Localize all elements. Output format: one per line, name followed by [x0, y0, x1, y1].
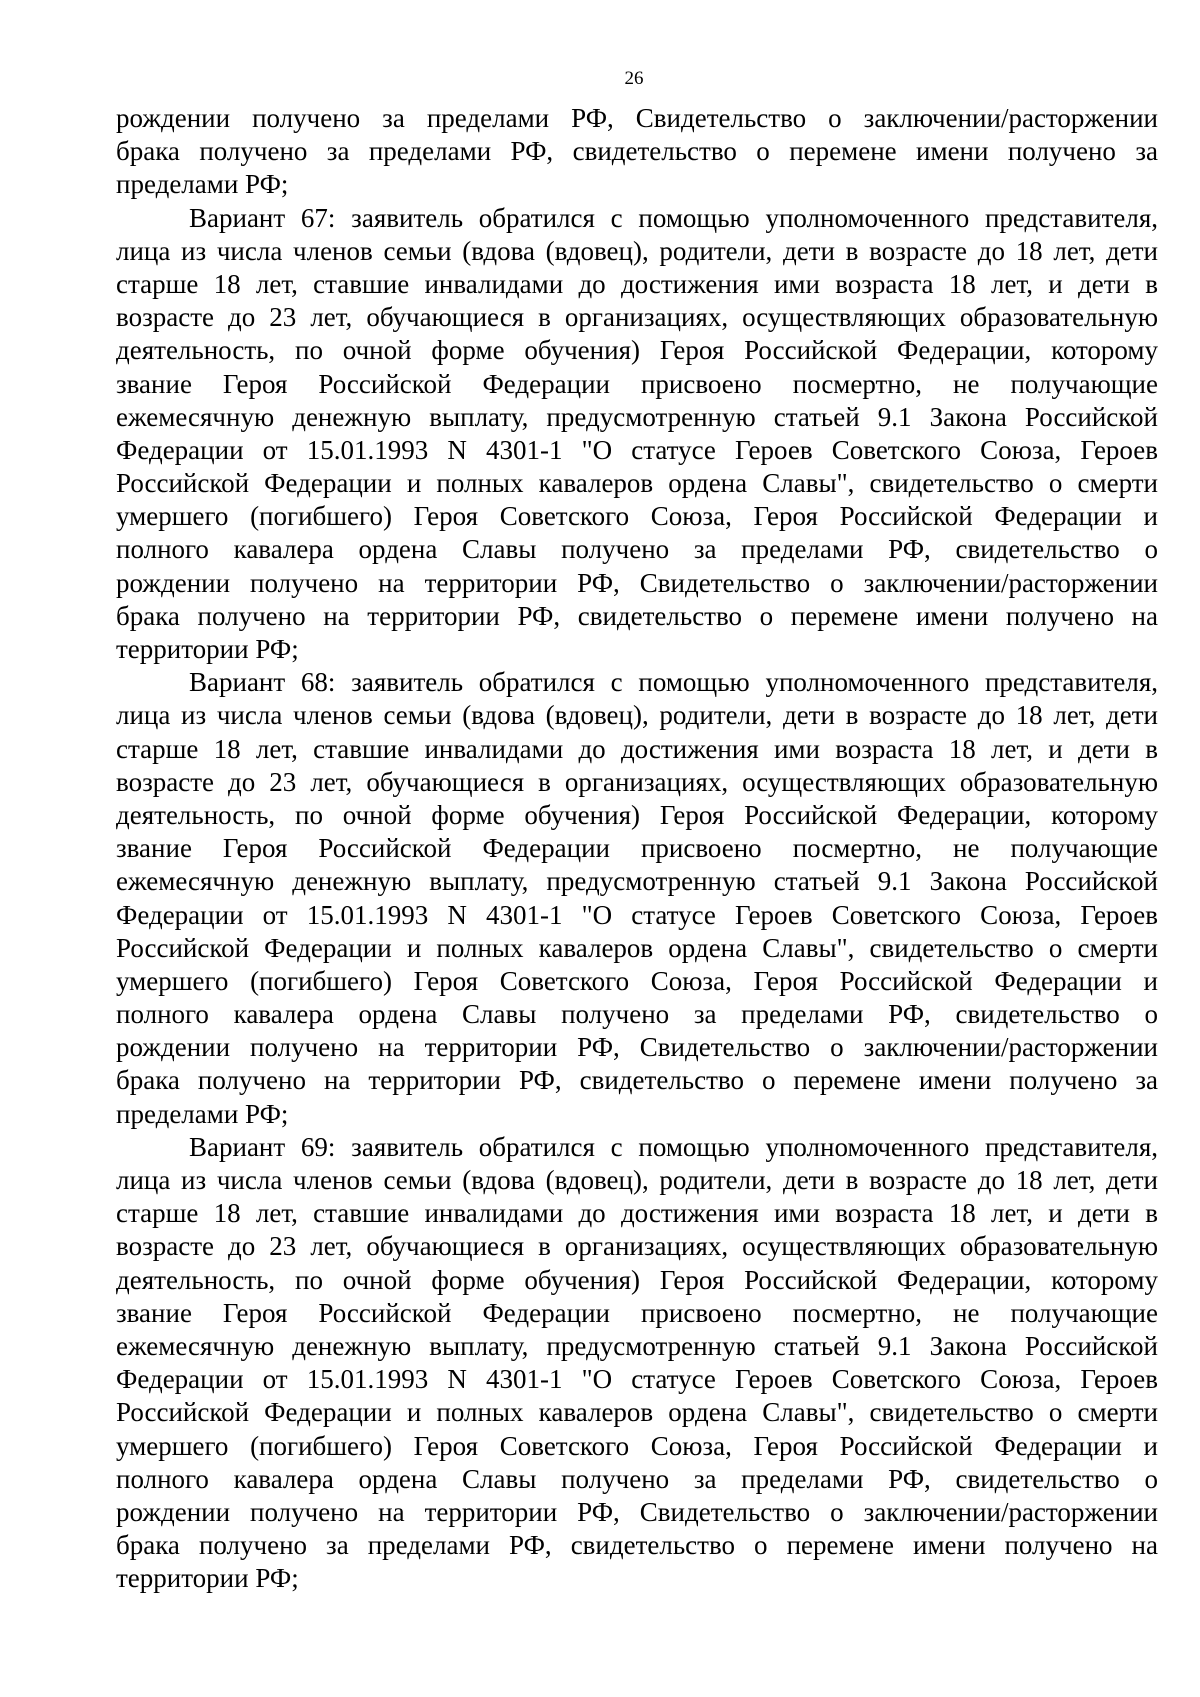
- text-line: Российской Федерации и полных кавалеров ордена Славы", свидетельство о смерти: [116, 1397, 1158, 1428]
- text-line: Российской Федерации и полных кавалеров ордена Славы", свидетельство о смерти: [116, 468, 1158, 499]
- text-line: территории РФ;: [116, 1563, 299, 1594]
- text-line: возрасте до 23 лет, обучающиеся в организациях, осуществляющих образовательную: [116, 766, 1158, 797]
- text-line: пределами РФ;: [116, 1098, 289, 1129]
- text-line: ежемесячную денежную выплату, предусмотренную статьей 9.1 Закона Российской: [116, 866, 1158, 897]
- text-line: старше 18 лет, ставшие инвалидами до достижения ими возраста 18 лет, и дети в: [116, 1198, 1158, 1229]
- text-line: возрасте до 23 лет, обучающиеся в организациях, осуществляющих образовательную: [116, 302, 1158, 333]
- text-line: полного кавалера ордена Славы получено за пределами РФ, свидетельство о: [116, 1463, 1158, 1494]
- text-line: брака получено на территории РФ, свидетельство о перемене имени получено на: [116, 600, 1158, 631]
- text-line: звание Героя Российской Федерации присвоено посмертно, не получающие: [116, 1297, 1158, 1328]
- text-line: рождении получено на территории РФ, Свидетельство о заключении/расторжении: [116, 1032, 1158, 1063]
- text-line: старше 18 лет, ставшие инвалидами до достижения ими возраста 18 лет, и дети в: [116, 733, 1158, 764]
- text-line: деятельность, по очной форме обучения) Героя Российской Федерации, которому: [116, 335, 1158, 366]
- text-line: полного кавалера ордена Славы получено за пределами РФ, свидетельство о: [116, 534, 1158, 565]
- text-line: рождении получено на территории РФ, Свидетельство о заключении/расторжении: [116, 567, 1158, 598]
- text-line: рождении получено на территории РФ, Свидетельство о заключении/расторжении: [116, 1496, 1158, 1527]
- text-line: ежемесячную денежную выплату, предусмотренную статьей 9.1 Закона Российской: [116, 1330, 1158, 1361]
- text-line: брака получено на территории РФ, свидетельство о перемене имени получено за: [116, 1065, 1158, 1096]
- text-line: рождении получено за пределами РФ, Свидетельство о заключении/расторжении: [116, 103, 1158, 133]
- text-line: Федерации от 15.01.1993 N 4301-1 "О статусе Героев Советского Союза, Героев: [116, 434, 1158, 465]
- text-line: умершего (погибшего) Героя Советского Союза, Героя Российской Федерации и: [116, 1430, 1158, 1461]
- text-line: умершего (погибшего) Героя Советского Союза, Героя Российской Федерации и: [116, 501, 1158, 532]
- text-line: умершего (погибшего) Героя Советского Союза, Героя Российской Федерации и: [116, 965, 1158, 996]
- text-line: звание Героя Российской Федерации присвоено посмертно, не получающие: [116, 368, 1158, 399]
- text-line: лица из числа членов семьи (вдова (вдовец), родители, дети в возрасте до 18 лет, дети: [116, 1165, 1158, 1195]
- text-line: деятельность, по очной форме обучения) Героя Российской Федерации, которому: [116, 1264, 1158, 1295]
- text-line: возрасте до 23 лет, обучающиеся в организациях, осуществляющих образовательную: [116, 1231, 1158, 1262]
- text-line: звание Героя Российской Федерации присвоено посмертно, не получающие: [116, 833, 1158, 864]
- page-number: 26: [624, 68, 644, 89]
- text-line: лица из числа членов семьи (вдова (вдовец), родители, дети в возрасте до 18 лет, дети: [116, 235, 1158, 266]
- document-body: [116, 102, 1158, 1595]
- text-line: Федерации от 15.01.1993 N 4301-1 "О статусе Героев Советского Союза, Героев: [116, 1364, 1158, 1395]
- paragraph-first-line: Вариант 69: заявитель обратился с помощью уполномоченного представителя,: [189, 1131, 1158, 1162]
- text-line: брака получено за пределами РФ, свидетельство о перемене имени получено на: [116, 1530, 1158, 1561]
- text-line: брака получено за пределами РФ, свидетельство о перемене имени получено за: [116, 136, 1158, 167]
- text-line: Федерации от 15.01.1993 N 4301-1 "О статусе Героев Советского Союза, Героев: [116, 899, 1158, 930]
- paragraph-first-line: Вариант 68: заявитель обратился с помощью уполномоченного представителя,: [189, 667, 1158, 698]
- text-line: территории РФ;: [116, 634, 299, 664]
- text-line: деятельность, по очной форме обучения) Героя Российской Федерации, которому: [116, 799, 1158, 830]
- text-line: полного кавалера ордена Славы получено за пределами РФ, свидетельство о: [116, 999, 1158, 1030]
- text-line: пределами РФ;: [116, 169, 289, 200]
- text-line: ежемесячную денежную выплату, предусмотренную статьей 9.1 Закона Российской: [116, 401, 1158, 432]
- text-line: Российской Федерации и полных кавалеров ордена Славы", свидетельство о смерти: [116, 932, 1158, 963]
- text-line: старше 18 лет, ставшие инвалидами до достижения ими возраста 18 лет, и дети в: [116, 268, 1158, 299]
- text-line: лица из числа членов семьи (вдова (вдовец), родители, дети в возрасте до 18 лет, дети: [116, 700, 1158, 731]
- paragraph-first-line: Вариант 67: заявитель обратился с помощью уполномоченного представителя,: [189, 202, 1158, 233]
